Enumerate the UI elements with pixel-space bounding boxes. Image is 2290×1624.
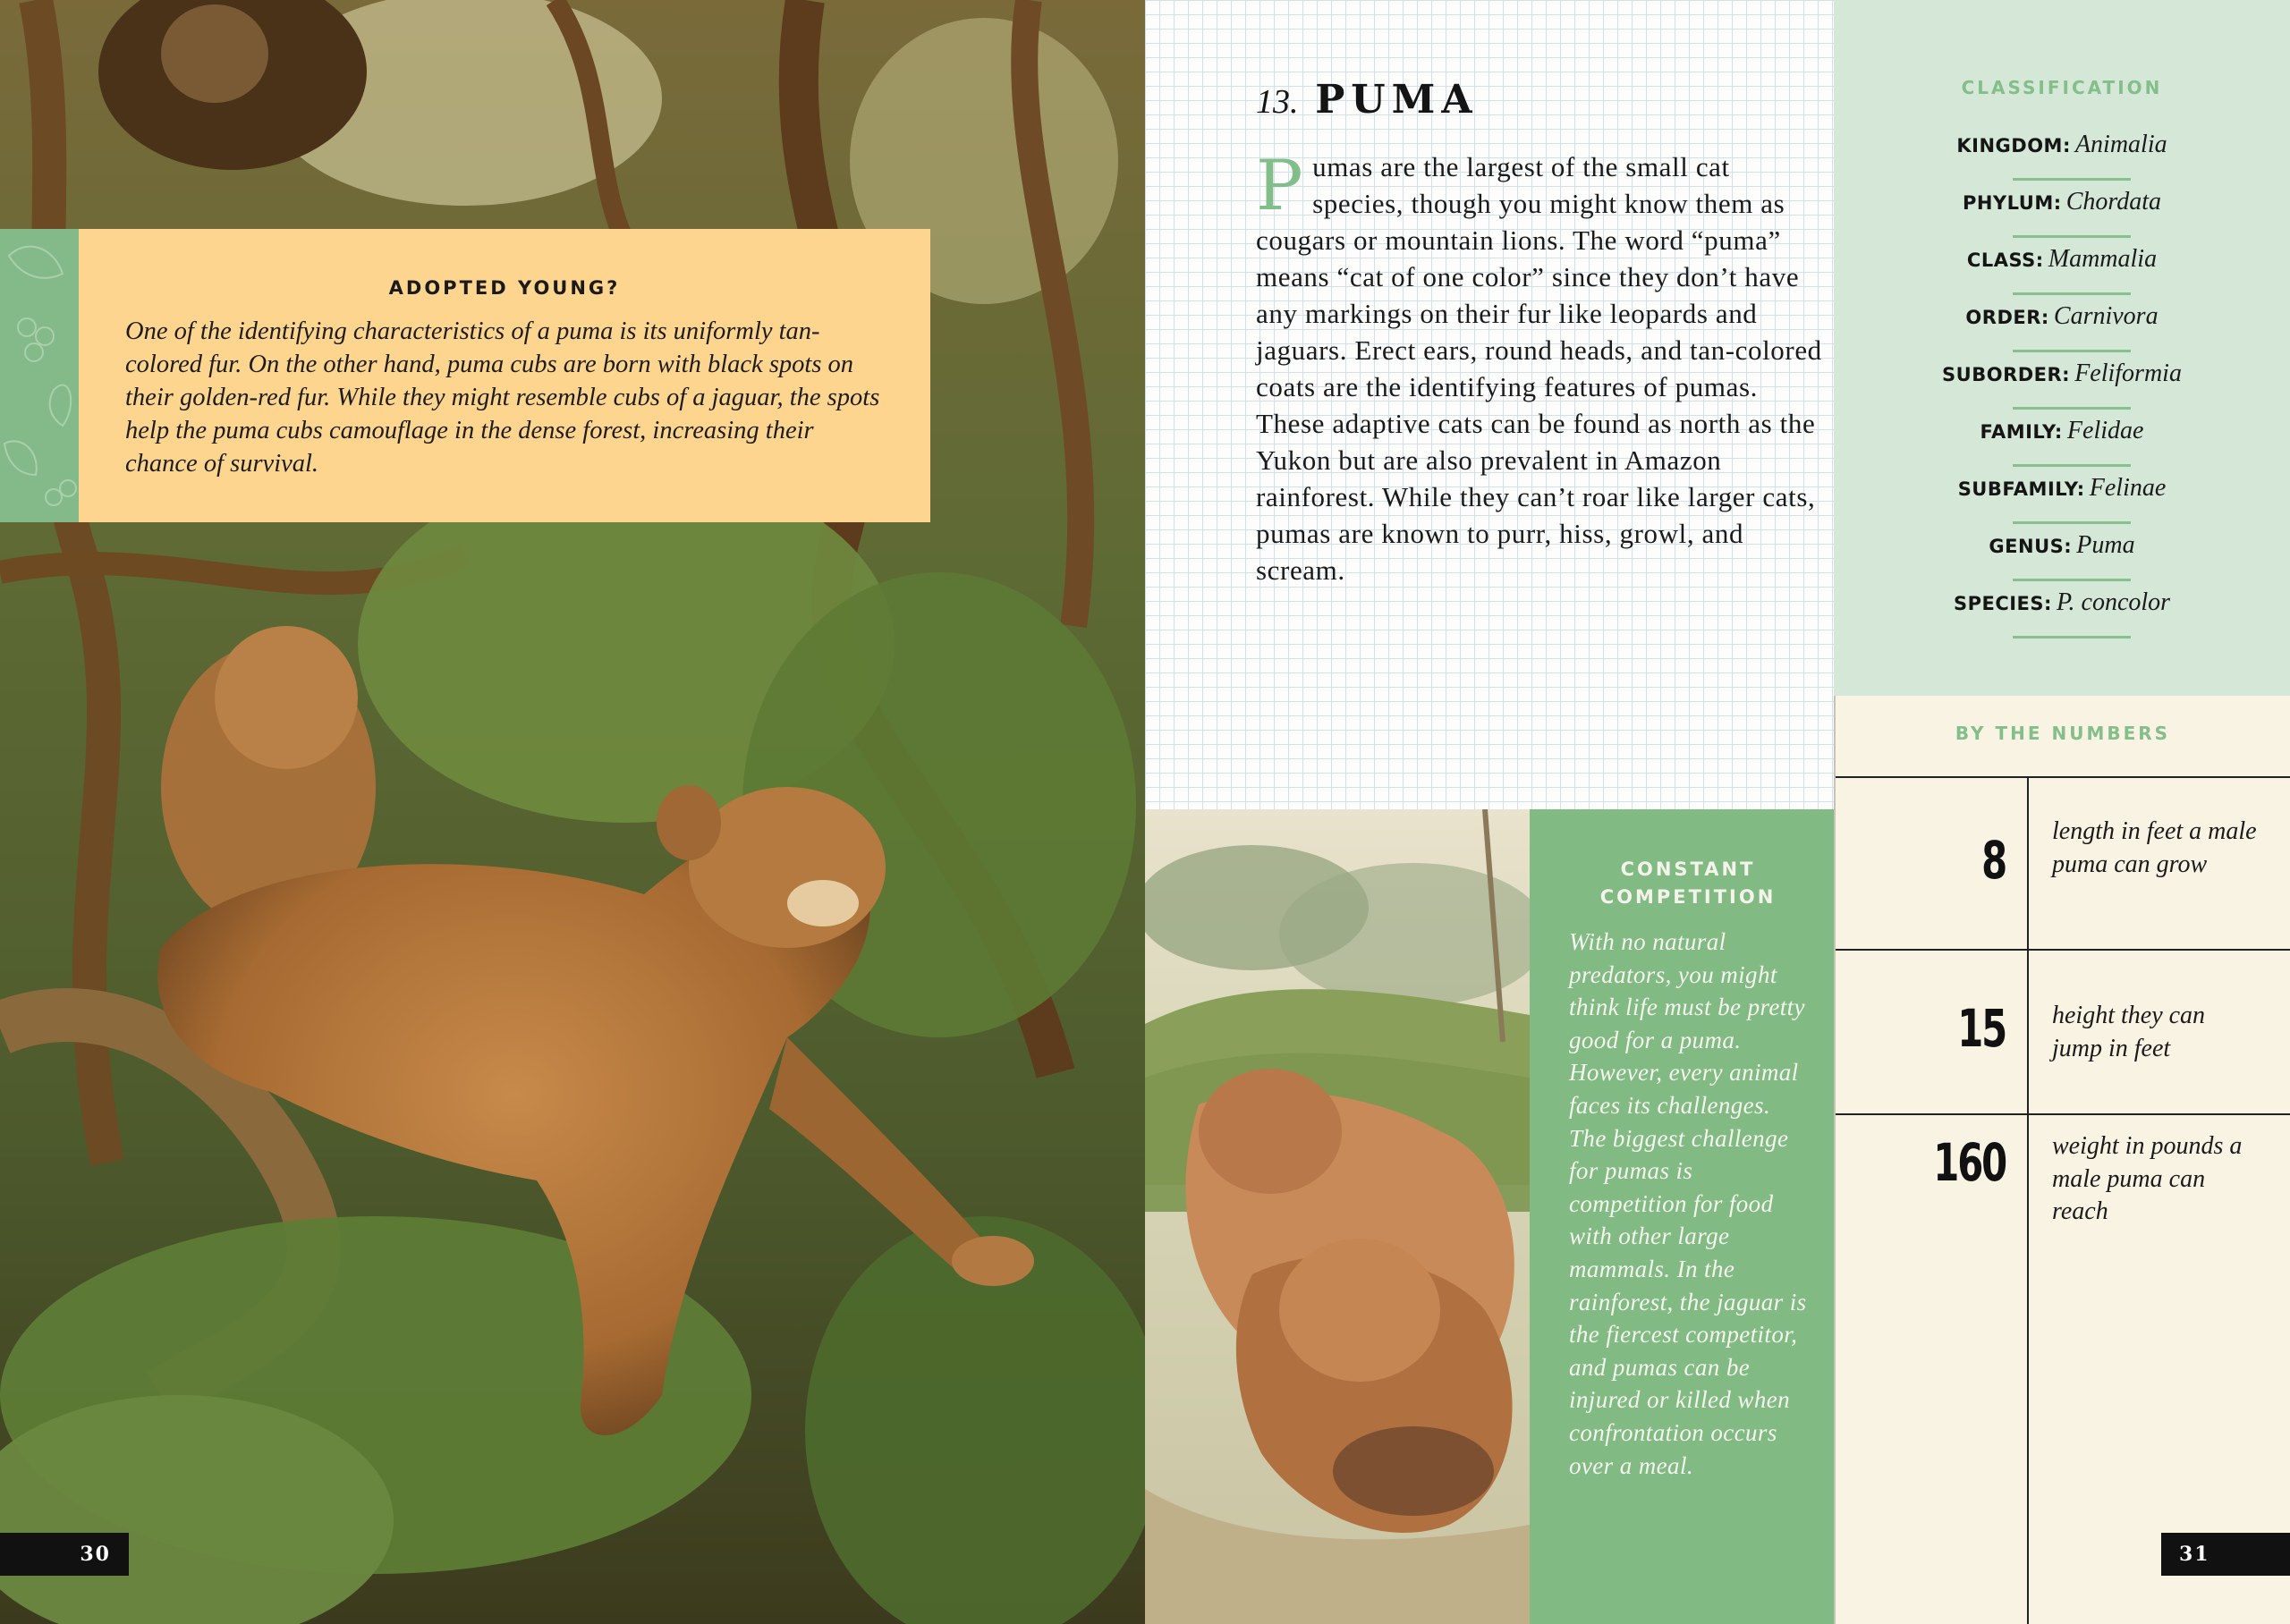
classification-divider xyxy=(2013,235,2131,238)
sidebar-title: ADOPTED YOUNG? xyxy=(388,277,621,299)
constant-competition-sidebar xyxy=(1530,809,1834,1624)
classification-value: P. concolor xyxy=(2057,588,2171,616)
classification-value: Feliformia xyxy=(2074,359,2182,387)
leaf-pattern-strip xyxy=(0,229,79,522)
classification-key: PHYLUM: xyxy=(1962,192,2062,214)
illustration-two-pumas xyxy=(1145,809,1530,1624)
classification-row-suborder xyxy=(1834,359,2290,388)
classification-row-species xyxy=(1834,588,2290,617)
sidebar-body: One of the identifying characteristics of a puma is its uniformly tan-colored fur. On the other hand, puma cubs are born with black spots on their golden-red fur. While they might resemble cubs of a jaguar, the spots help the puma cubs camouflage in the dense forest, increasing their chance of survival. xyxy=(125,317,880,478)
classification-row-class xyxy=(1834,245,2290,274)
competition-body: With no natural predators, you might think life must be pretty good for a puma. However, every animal faces its challenges. The biggest challenge for pumas is competition for food with other large mammals. In the rainforest, the jaguar is the fiercest competitor, and pumas can be injured or killed when confrontation occurs over a meal. xyxy=(1569,928,1807,1479)
competition-title xyxy=(1569,856,1807,911)
classification-panel xyxy=(1834,0,2290,696)
classification-row-phylum xyxy=(1834,188,2290,216)
competition-title-line2: COMPETITION xyxy=(1599,886,1777,908)
classification-heading: CLASSIFICATION xyxy=(1961,77,2163,98)
classification-divider xyxy=(2013,178,2131,181)
numbers-top-rule xyxy=(1836,776,2290,778)
classification-divider xyxy=(2013,292,2131,295)
two-pumas-drawing xyxy=(1145,809,1530,1624)
classification-key: SUBFAMILY: xyxy=(1957,478,2085,500)
classification-value: Carnivora xyxy=(2053,302,2159,330)
classification-row-subfamily xyxy=(1834,474,2290,503)
number-value: 15 xyxy=(1957,998,2006,1059)
classification-value: Animalia xyxy=(2074,131,2167,158)
adopted-young-card xyxy=(79,229,930,522)
classification-row-genus xyxy=(1834,531,2290,560)
classification-value: Chordata xyxy=(2065,188,2162,216)
number-description: weight in pounds a male puma can reach xyxy=(2052,1132,2243,1225)
drop-cap: P xyxy=(1256,146,1304,226)
competition-title-line1: CONSTANT xyxy=(1620,859,1756,880)
classification-key: CLASS: xyxy=(1966,250,2044,271)
page-number-right: 31 xyxy=(2161,1533,2290,1576)
classification-divider xyxy=(2013,579,2131,581)
classification-value: Mammalia xyxy=(2048,245,2158,273)
number-row-divider xyxy=(1836,1113,2290,1115)
classification-row-kingdom xyxy=(1834,131,2290,159)
classification-key: FAMILY: xyxy=(1980,421,2063,443)
classification-key: SPECIES: xyxy=(1953,593,2052,614)
page-number-left: 30 xyxy=(0,1533,129,1576)
number-description: length in feet a male puma can grow xyxy=(2052,817,2257,878)
classification-row-order xyxy=(1834,302,2290,331)
classification-value: Felidae xyxy=(2066,417,2144,444)
classification-key: SUBORDER: xyxy=(1942,364,2071,385)
numbers-column-divider xyxy=(2027,776,2029,1624)
classification-key: GENUS: xyxy=(1989,536,2073,557)
number-value: 8 xyxy=(1981,830,2006,891)
entry-text-panel xyxy=(1145,0,1834,809)
leaf-pattern-icon xyxy=(0,229,79,522)
entry-body-text: umas are the largest of the small cat species, though you might know them as cougars or mountain lions. The word “puma” means “cat of one color” since they don’t have any markings on their fur like leopards and jaguars. Erect ears, round heads, and tan-colored coats are the identifying features of pumas. These adaptive cats can be found as north as the Yukon but are also prevalent in Amazon rainforest. While they can’t roar like larger cats, pumas are known to purr, hiss, growl, and scream. xyxy=(1256,151,1822,586)
classification-value: Felinae xyxy=(2089,474,2167,502)
classification-divider xyxy=(2013,636,2131,639)
numbers-heading: BY THE NUMBERS xyxy=(1955,723,2171,744)
classification-value: Puma xyxy=(2076,531,2135,559)
classification-divider xyxy=(2013,521,2131,524)
classification-divider xyxy=(2013,464,2131,467)
entry-title: PUMA xyxy=(1315,77,1479,123)
classification-key: ORDER: xyxy=(1965,307,2049,328)
classification-divider xyxy=(2013,407,2131,410)
entry-number: 13. xyxy=(1256,83,1299,121)
by-the-numbers-panel xyxy=(1834,696,2290,1624)
classification-row-family xyxy=(1834,417,2290,445)
classification-key: KINGDOM: xyxy=(1956,135,2071,156)
classification-divider xyxy=(2013,350,2131,352)
entry-heading xyxy=(1256,77,1479,123)
entry-body xyxy=(1256,148,1825,588)
number-value: 160 xyxy=(1933,1132,2006,1193)
number-description: height they can jump in feet xyxy=(2052,1002,2206,1062)
number-row-divider xyxy=(1836,949,2290,951)
adopted-young-sidebar xyxy=(0,229,930,522)
